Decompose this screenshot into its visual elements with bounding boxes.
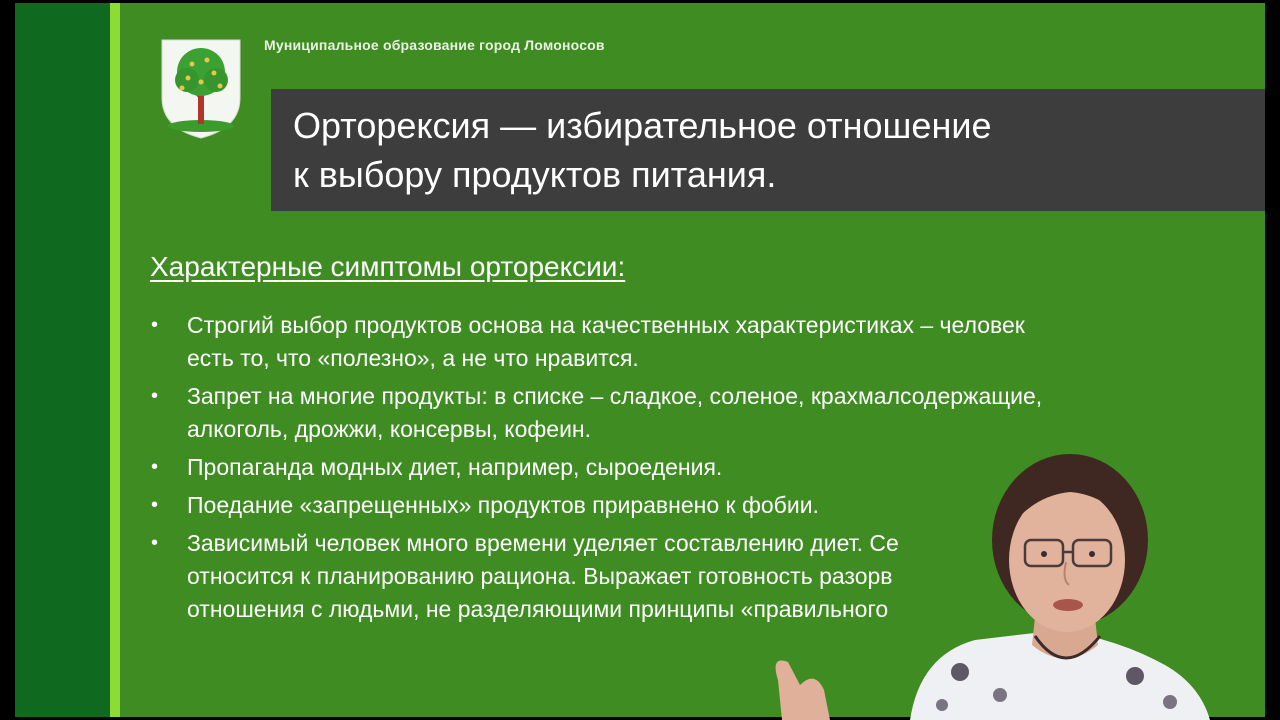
list-item-line: отношения с людьми, не разделяющими принципы «правильного — [187, 596, 889, 622]
list-item-line: Зависимый человек много времени уделяет составлению диет. Се — [187, 530, 899, 556]
bullet-dot-icon: • — [151, 494, 159, 516]
list-item-line: алкоголь, дрожжи, консервы, кофеин. — [187, 416, 592, 442]
slide-subheading: Характерные симптомы орторексии: — [150, 251, 626, 282]
slide-title-line-2: к выбору продуктов питания. — [293, 154, 777, 195]
bullet-dot-icon: • — [151, 456, 159, 478]
presenter-video-overlay — [760, 440, 1265, 720]
left-decor-bar — [15, 3, 110, 717]
list-item-line: есть то, что «полезно», а не что нравится. — [187, 345, 639, 371]
slide-title-line-1: Орторексия — избирательное отношение — [293, 105, 992, 146]
bullet-dot-icon: • — [151, 314, 159, 336]
list-item-line: Поедание «запрещенных» продуктов приравнено к фобии. — [187, 492, 819, 518]
list-item-line: относится к планированию рациона. Выражает готовность разорв — [187, 563, 893, 589]
list-item — [150, 380, 1230, 446]
list-item — [150, 309, 1230, 375]
list-item-line: Пропаганда модных диет, например, сыроедения. — [187, 454, 723, 480]
bullet-dot-icon: • — [151, 532, 159, 554]
municipality-label: Муниципальное образование город Ломоносов — [264, 37, 605, 53]
list-item-line: Запрет на многие продукты: в списке – сладкое, соленое, крахмалсодержащие, — [187, 383, 1043, 409]
left-accent-stripe — [110, 3, 120, 717]
bullet-dot-icon: • — [151, 385, 159, 407]
slide-title-box — [271, 89, 1265, 211]
list-item-line: Строгий выбор продуктов основа на качественных характеристиках – человек — [187, 312, 1025, 338]
coat-of-arms-tree-icon — [160, 38, 242, 140]
